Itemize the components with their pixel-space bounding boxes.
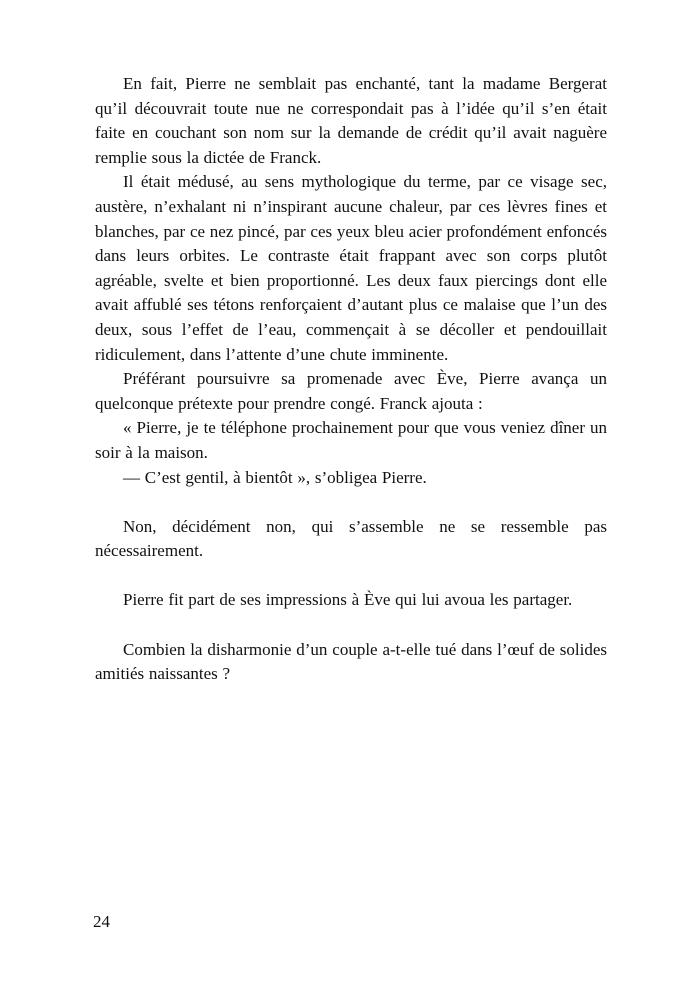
paragraph: Pierre fit part de ses impressions à Ève qui lui avoua les partager.	[123, 590, 573, 610]
text-block	[95, 72, 607, 687]
paragraph: Préférant poursuivre sa promenade avec Ève, Pierre avança un quelconque prétexte pour prendre congé. Franck ajouta :	[95, 369, 607, 413]
paragraph: Non, décidément non, qui s’assemble ne se ressemble pas nécessairement.	[95, 516, 607, 561]
paragraph-dialogue: — C’est gentil, à bientôt », s’obligea Pierre.	[123, 467, 427, 487]
paragraph: « Pierre, je te téléphone prochainement pour que vous veniez dîner un soir à la maison.	[95, 418, 607, 462]
page-number: 24	[93, 912, 110, 931]
paragraph: Combien la disharmonie d’un couple a-t-elle tué dans l’œuf de solides amitiés naissantes ?	[95, 639, 607, 684]
paragraph: Il était médusé, au sens mythologique du terme, par ce visage sec, austère, n’exhalant ni n’inspirant aucune chaleur, par ces lèvres fines et blanches, par ce nez pincé, par ces yeux bleu acier profondément enfoncés dans leurs orbites. Le contraste était frappant avec son corps plutôt agréable, svelte et bien proportionné. Les deux faux piercings dont elle avait affublé ses tétons renforçaient d’autant plus ce malaise que l’un des deux, sous l’effet de l’eau, commençait à se décoller et pendouillait ridiculement, dans l’attente d’une chute imminente.	[95, 172, 607, 364]
paragraph: En fait, Pierre ne semblait pas enchanté, tant la madame Bergerat qu’il découvrait toute nue ne correspondait pas à l’idée qu’il s’en était faite en couchant son nom sur la demande de crédit qu’il avait naguère remplie sous la dictée de Franck.	[95, 74, 607, 167]
